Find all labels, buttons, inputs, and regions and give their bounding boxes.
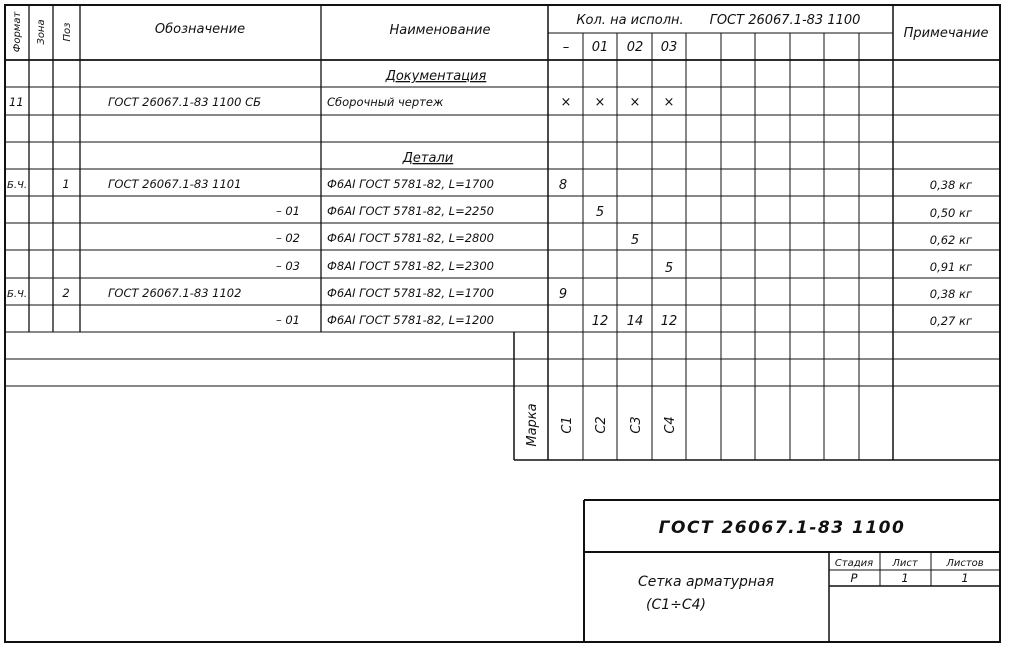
mark-value: С3: [629, 416, 644, 434]
header-pos: Поз: [62, 22, 73, 42]
row-note: 0,62 кг: [929, 233, 972, 247]
doc-name-line1: Сетка арматурная: [637, 574, 775, 590]
row-format: Б.Ч.: [7, 289, 28, 300]
row-qty: 5: [630, 233, 640, 248]
row-qty: ×: [594, 95, 606, 110]
title-block: [638, 518, 984, 613]
row-pos: 2: [62, 286, 70, 300]
row-designation: ГОСТ 26067.1-83 1101: [108, 177, 242, 191]
row-qty: ×: [663, 95, 675, 110]
header-version-0: –: [562, 40, 570, 55]
table-row: [276, 313, 973, 329]
table-row: [7, 286, 973, 302]
row-note: 0,38 кг: [929, 178, 972, 192]
row-designation: – 01: [275, 313, 300, 327]
row-format: 11: [9, 95, 24, 109]
stage-value: Р: [850, 571, 858, 585]
mark-value: С4: [663, 416, 678, 434]
row-qty: 9: [558, 287, 568, 302]
section-details: Детали: [402, 151, 454, 166]
row-name: Ф8АI ГОСТ 5781-82, L=2300: [327, 259, 494, 273]
header-gost-ref: ГОСТ 26067.1-83 1100: [709, 13, 861, 28]
row-note: 0,27 кг: [929, 314, 972, 328]
row-pos: 1: [62, 177, 70, 191]
stage-label: Стадия: [834, 558, 874, 569]
row-designation: – 03: [275, 259, 300, 273]
doc-name-line2: (С1÷С4): [645, 597, 707, 613]
row-designation: ГОСТ 26067.1-83 1100 СБ: [108, 95, 262, 109]
row-note: 0,50 кг: [929, 206, 972, 220]
row-name: Ф6АI ГОСТ 5781-82, L=2250: [327, 204, 494, 218]
header-version-2: 02: [626, 40, 644, 55]
spec-rows: [7, 95, 973, 329]
row-qty: 12: [591, 314, 609, 329]
row-note: 0,91 кг: [929, 260, 972, 274]
row-qty: 5: [664, 261, 674, 276]
row-designation: ГОСТ 26067.1-83 1102: [108, 286, 242, 300]
row-name: Ф6АI ГОСТ 5781-82, L=1200: [327, 313, 494, 327]
header-note: Примечание: [903, 26, 989, 41]
row-designation: – 02: [275, 231, 300, 245]
row-note: 0,38 кг: [929, 287, 972, 301]
row-name: Ф6АI ГОСТ 5781-82, L=1700: [327, 286, 494, 300]
row-qty: 8: [558, 178, 568, 193]
table-row: [7, 177, 973, 193]
row-designation: – 01: [275, 204, 300, 218]
row-format: Б.Ч.: [7, 180, 28, 191]
table-row: [276, 231, 973, 248]
row-qty: ×: [560, 95, 572, 110]
sheet-label: Лист: [892, 558, 918, 569]
sheets-label: Листов: [946, 558, 984, 569]
table-row: [276, 204, 973, 220]
header-name: Наименование: [389, 23, 491, 38]
header-qty-by-version: Кол. на исполн.: [576, 13, 684, 28]
row-name: Ф6АI ГОСТ 5781-82, L=1700: [327, 177, 494, 191]
mark-label: Марка: [525, 403, 540, 447]
header-format: Формат: [12, 11, 23, 53]
section-documentation: Документация: [385, 69, 487, 84]
mark-value: С2: [594, 416, 609, 434]
row-name: Ф6АI ГОСТ 5781-82, L=2800: [327, 231, 494, 245]
table-row: [9, 95, 674, 110]
mark-value: С1: [560, 416, 575, 434]
header-zone: Зона: [36, 19, 47, 45]
header-version-3: 03: [660, 40, 678, 55]
row-qty: 14: [626, 314, 644, 329]
row-qty: 5: [595, 205, 605, 220]
header-version-1: 01: [591, 40, 609, 55]
row-qty: 12: [660, 314, 678, 329]
row-qty: ×: [629, 95, 641, 110]
header-designation: Обозначение: [154, 22, 246, 37]
sheets-value: 1: [961, 571, 969, 585]
doc-number: ГОСТ 26067.1-83 1100: [658, 518, 906, 538]
sheet-value: 1: [901, 571, 909, 585]
table-row: [276, 259, 973, 276]
row-name: Сборочный чертеж: [327, 95, 444, 109]
